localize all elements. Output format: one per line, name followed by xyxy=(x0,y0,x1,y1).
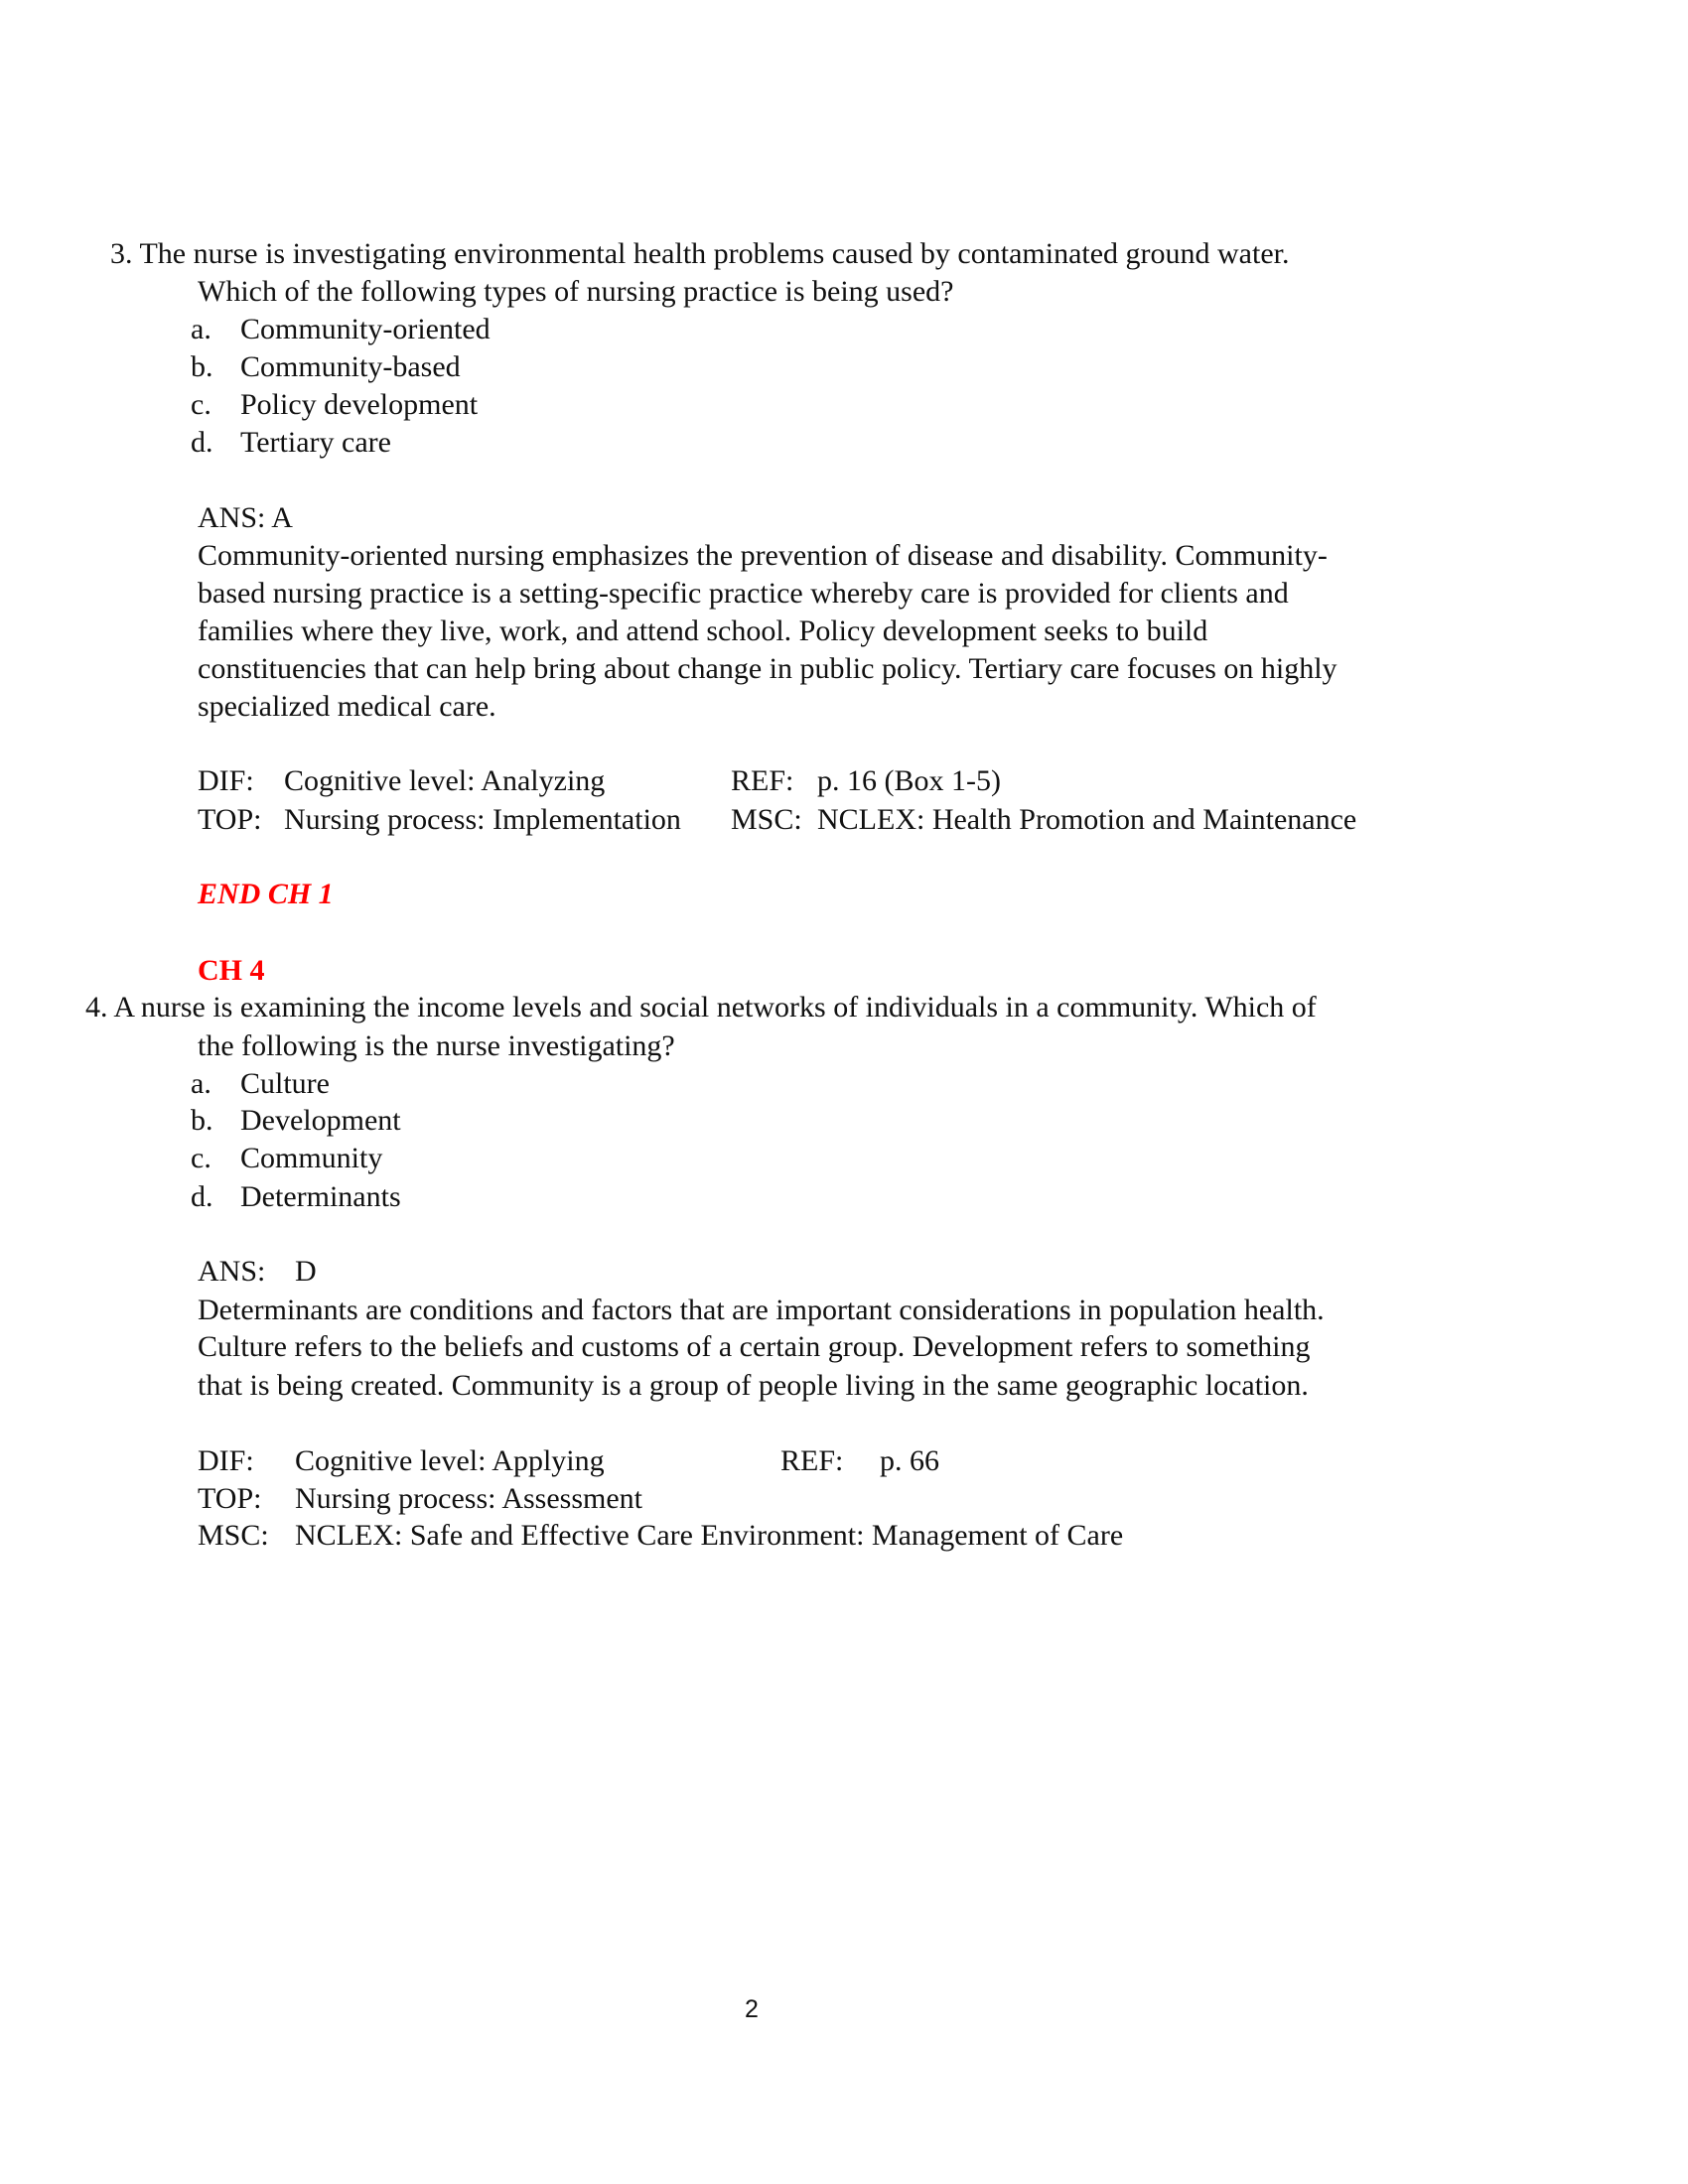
answer: ANS: A xyxy=(198,501,293,534)
option-letter: b. xyxy=(191,350,213,383)
rationale-line: Determinants are conditions and factors that are important considerations in population health. xyxy=(198,1294,1325,1326)
rationale-line: families where they live, work, and attend school. Policy development seeks to build xyxy=(198,614,1208,647)
ref-value: p. 66 xyxy=(880,1444,939,1477)
rationale-line: constituencies that can help bring about change in public policy. Tertiary care focuses on highly xyxy=(198,652,1337,685)
option-letter: d. xyxy=(191,426,213,459)
rationale-line: specialized medical care. xyxy=(198,690,496,723)
dif-value: Cognitive level: Analyzing xyxy=(284,764,606,797)
msc-value: NCLEX: Health Promotion and Maintenance xyxy=(817,803,1357,836)
stem-line: The nurse is investigating environmental health problems caused by contaminated ground water. xyxy=(139,237,1290,270)
rationale-line: based nursing practice is a setting-specific practice whereby care is provided for clients and xyxy=(198,577,1289,610)
end-chapter-heading: END CH 1 xyxy=(198,878,334,910)
stem-line: Which of the following types of nursing practice is being used? xyxy=(198,275,954,308)
msc-label: MSC: xyxy=(731,803,802,836)
rationale-line: that is being created. Community is a group of people living in the same geographic location. xyxy=(198,1369,1309,1402)
question-stem xyxy=(110,235,1290,273)
question-number: 3. xyxy=(110,237,133,270)
question-stem xyxy=(85,989,1317,1026)
dif-label: DIF: xyxy=(198,1444,254,1477)
option-text: Community-oriented xyxy=(240,313,491,345)
option-text: Community-based xyxy=(240,350,461,383)
option-letter: c. xyxy=(191,388,211,421)
msc-label: MSC: xyxy=(198,1519,269,1552)
top-label: TOP: xyxy=(198,1482,262,1515)
chapter-heading: CH 4 xyxy=(198,954,265,987)
option-letter: a. xyxy=(191,313,211,345)
top-label: TOP: xyxy=(198,803,262,836)
msc-value: NCLEX: Safe and Effective Care Environment: Management of Care xyxy=(295,1519,1124,1552)
top-value: Nursing process: Assessment xyxy=(295,1482,642,1515)
option-text: Community xyxy=(240,1142,383,1174)
option-text: Determinants xyxy=(240,1180,401,1213)
question-number: 4. xyxy=(85,991,108,1024)
option-text: Development xyxy=(240,1104,401,1137)
rationale-line: Culture refers to the beliefs and customs of a certain group. Development refers to something xyxy=(198,1330,1311,1363)
option-letter: b. xyxy=(191,1104,213,1137)
stem-line: the following is the nurse investigating? xyxy=(198,1029,675,1062)
stem-line: A nurse is examining the income levels and social networks of individuals in a community. Which of xyxy=(113,991,1317,1024)
option-text: Culture xyxy=(240,1067,330,1100)
ref-value: p. 16 (Box 1-5) xyxy=(817,764,1001,797)
option-text: Tertiary care xyxy=(240,426,391,459)
top-value: Nursing process: Implementation xyxy=(284,803,681,836)
answer-value: D xyxy=(295,1255,317,1288)
dif-label: DIF: xyxy=(198,764,254,797)
rationale-line: Community-oriented nursing emphasizes the prevention of disease and disability. Community- xyxy=(198,539,1328,572)
dif-value: Cognitive level: Applying xyxy=(295,1444,605,1477)
answer-label: ANS: xyxy=(198,1255,266,1288)
option-letter: d. xyxy=(191,1180,213,1213)
option-letter: c. xyxy=(191,1142,211,1174)
page-number: 2 xyxy=(745,1995,759,2023)
option-letter: a. xyxy=(191,1067,211,1100)
ref-label: REF: xyxy=(780,1444,844,1477)
ref-label: REF: xyxy=(731,764,794,797)
option-text: Policy development xyxy=(240,388,479,421)
